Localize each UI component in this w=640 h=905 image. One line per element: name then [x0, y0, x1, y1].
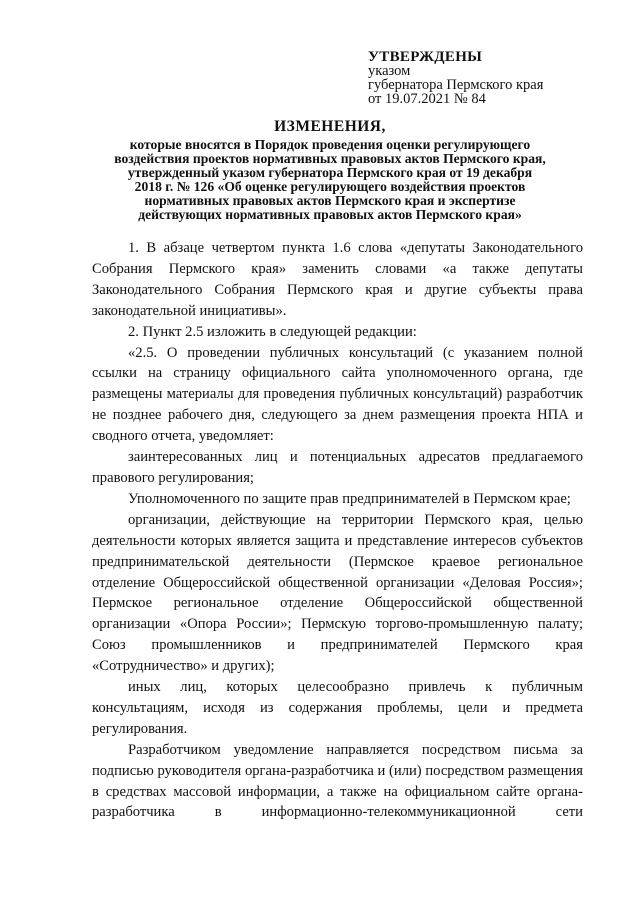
- paragraph: иных лиц, которых целесообразно привлечь к публичным консультациям, исходя из содержания проблемы, цели и предмета регулирования.: [92, 679, 583, 737]
- paragraph: Уполномоченного по защите прав предпринимателей в Пермском крае;: [128, 490, 571, 507]
- approval-block: [368, 50, 543, 106]
- approval-line: губернатора Пермского края: [368, 77, 544, 93]
- paragraph: 1. В абзаце четвертом пункта 1.6 слова «депутаты Законодательного Собрания Пермского края» заменить словами «а также депутаты Законодательного Собрания Пермского края и другие субъекты права законодательной инициативы».: [92, 240, 583, 319]
- subtitle-line: нормативных правовых актов Пермского края и экспертизе: [144, 193, 516, 208]
- paragraph: организации, действующие на территории Пермского края, целью деятельности которых является защита и представление интересов субъектов предпринимательской деятельности (Пермское краевое региональное отделение Общероссийской общественной организации «Деловая Россия»; Пермское региональное отделение Общероссийской общественной организации «Опора России»; Пермскую торгово-промышленную палату; Союз промышленников и предпринимателей Пермского края «Сотрудничество» и других);: [92, 511, 583, 675]
- subtitle-line: которые вносятся в Порядок проведения оценки регулирующего: [129, 137, 531, 152]
- document-body: [92, 238, 583, 823]
- subtitle-line: утвержденный указом губернатора Пермского края от 19 декабря: [127, 165, 533, 180]
- paragraph: 2. Пункт 2.5 изложить в следующей редакции:: [128, 323, 417, 340]
- subtitle-line: воздействия проектов нормативных правовых актов Пермского края,: [114, 151, 546, 166]
- document-subtitle: [78, 138, 582, 222]
- paragraph: заинтересованных лиц и потенциальных адресатов предлагаемого правового регулирования;: [92, 449, 583, 486]
- approval-line: от 19.07.2021 № 84: [368, 91, 486, 107]
- paragraph: Разработчиком уведомление направляется посредством письма за подписью руководителя органа-разработчика и (или) посредством размещения в средствах массовой информации, а также на официальном сайте органа-разработчика в информационно-телекоммуникационной сети: [92, 741, 583, 821]
- subtitle-line: 2018 г. № 126 «Об оценке регулирующего воздействия проектов: [134, 179, 526, 194]
- subtitle-line: действующих нормативных правовых актов Пермского края»: [138, 207, 522, 222]
- approval-line: указом: [368, 63, 411, 79]
- paragraph: «2.5. О проведении публичных консультаций (с указанием полной ссылки на страницу официального сайта уполномоченного органа, где размещены материалы для проведения публичных консультаций) разработчик не позднее рабочего дня, следующего за днем размещения проекта НПА и сводного отчета, уведомляет:: [92, 344, 583, 445]
- document-title: ИЗМЕНЕНИЯ,: [274, 118, 386, 135]
- approval-heading: УТВЕРЖДЕНЫ: [368, 49, 483, 65]
